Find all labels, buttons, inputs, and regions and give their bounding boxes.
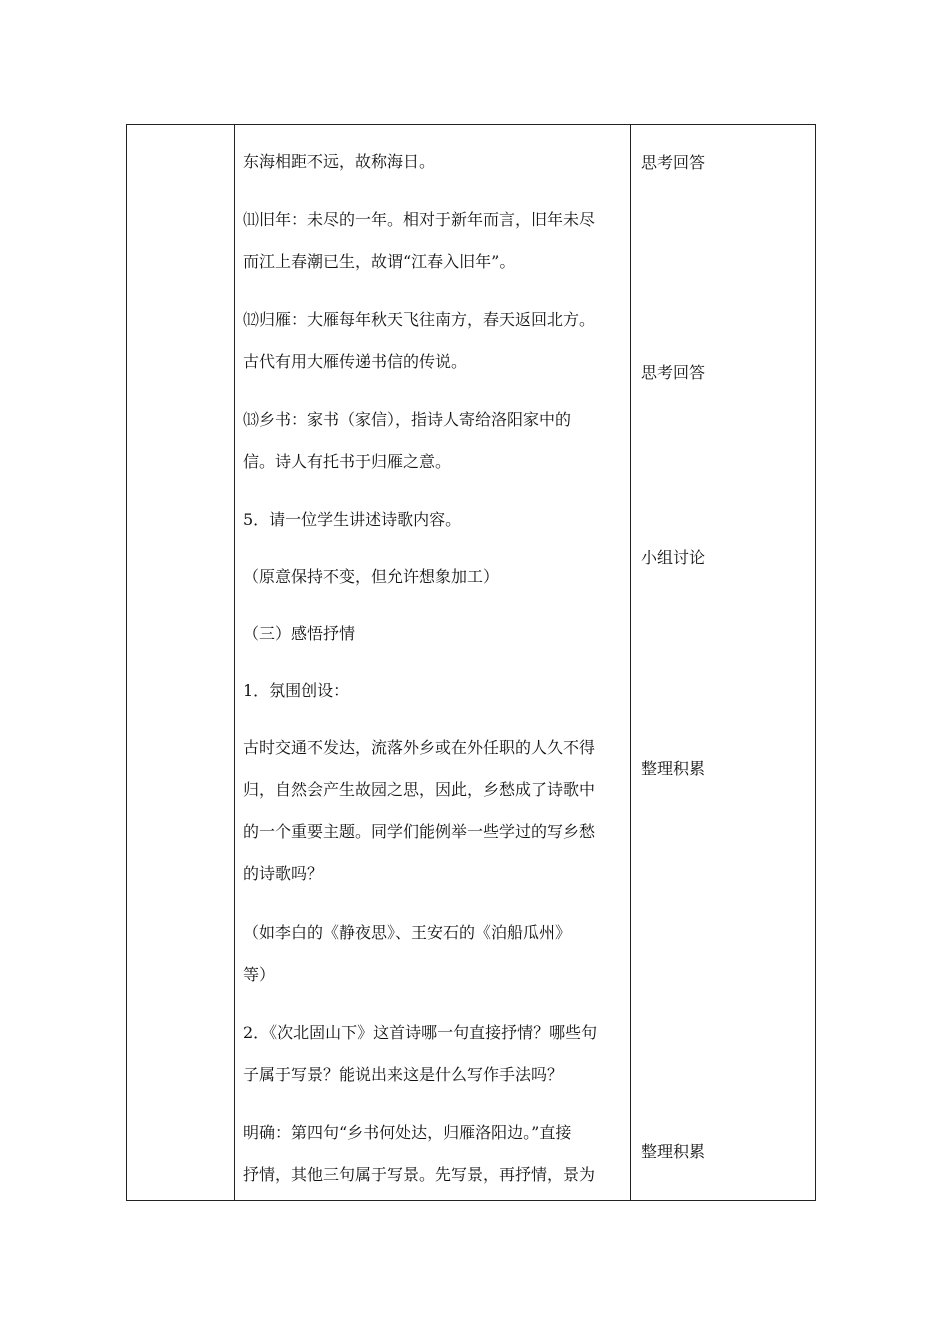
text-line: 信。诗人有托书于归雁之意。 [243,452,452,471]
text-line: 抒情，其他三句属于写景。先写景，再抒情，景为 [243,1165,596,1184]
text-line: 2．《次北固山下》这首诗哪一句直接抒情？哪些句 [243,1023,598,1042]
paragraph [243,1118,623,1189]
paragraph [243,1018,623,1089]
lesson-table [126,124,816,1201]
text-line: 5．请一位学生讲述诗歌内容。 [243,510,462,529]
text-line: 的诗歌吗？ [243,864,324,883]
column-divider-left [234,125,235,1200]
column-divider-right [630,125,631,1200]
text-line: 古时交通不发达，流落外乡或在外任职的人久不得 [243,738,596,757]
text-line: ⑾旧年：未尽的一年。相对于新年而言，旧年未尽 [243,210,596,229]
text-line: 1．氛围创设： [243,681,350,700]
text-line: （原意保持不变，但允许想象加工） [243,567,500,586]
text-line: 东海相距不远，故称海日。 [243,152,436,171]
text-line: 等） [243,965,276,984]
paragraph [243,733,623,888]
section-heading [243,619,623,648]
student-activity: 整理积累 [641,759,706,778]
student-activity: 小组讨论 [641,548,706,567]
text-line: 子属于写景？能说出来这是什么写作手法吗？ [243,1065,564,1084]
student-activity: 整理积累 [641,1142,706,1161]
paragraph [243,562,623,591]
paragraph [243,505,623,534]
text-line: 的一个重要主题。同学们能例举一些学过的写乡愁 [243,822,596,841]
paragraph [243,676,623,705]
paragraph [243,918,623,989]
text-line: （如李白的《静夜思》、王安石的《泊船瓜州》 [243,923,572,942]
paragraph [243,147,623,176]
text-line: ⒀乡书：家书（家信），指诗人寄给洛阳家中的 [243,410,572,429]
text-line: 归，自然会产生故园之思，因此，乡愁成了诗歌中 [243,780,596,799]
student-activity: 思考回答 [641,363,706,382]
text-line: 明确：第四句“乡书何处达，归雁洛阳边。”直接 [243,1123,572,1142]
paragraph [243,405,623,476]
paragraph [243,205,623,276]
text-line: （三）感悟抒情 [243,624,356,643]
text-line: ⑿归雁：大雁每年秋天飞往南方，春天返回北方。 [243,310,596,329]
text-line: 古代有用大雁传递书信的传说。 [243,352,468,371]
text-line: 而江上春潮已生，故谓“江春入旧年”。 [243,252,516,271]
paragraph [243,305,623,376]
student-activity: 思考回答 [641,153,706,172]
